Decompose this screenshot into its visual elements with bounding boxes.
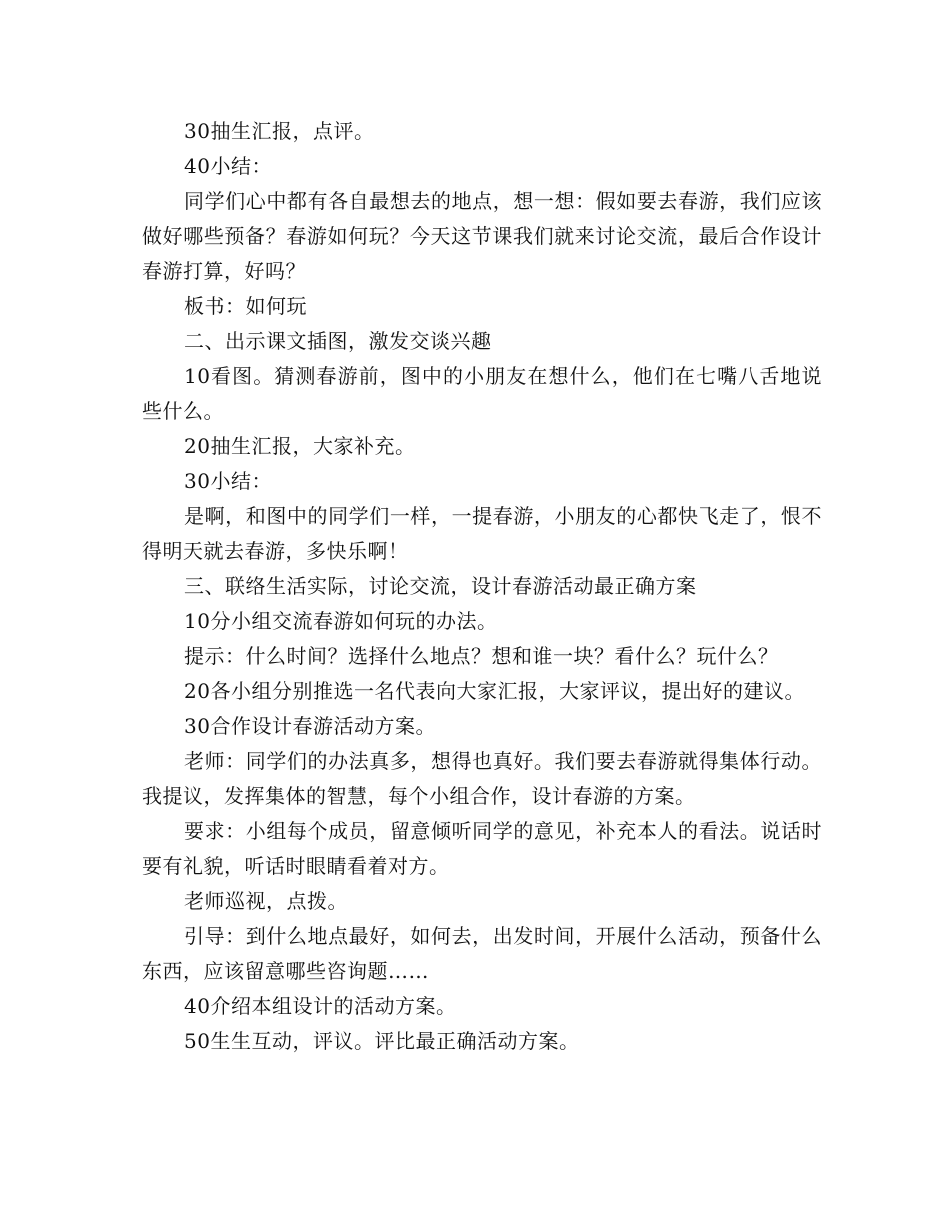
paragraph-report-review: 30抽生汇报，点评。 xyxy=(184,119,375,143)
paragraph-hints: 提示：什么时间？选择什么地点？想和谁一块？看什么？玩什么？ xyxy=(184,644,779,668)
paragraph-spring-outing-question: 同学们心中都有各自最想去的地点，想一想：假如要去春游，我们应该做好哪些预备？春游如何玩？今天这节课我们就来讨论交流，最后合作设计春游打算，好吗？ xyxy=(142,189,822,283)
document-body xyxy=(142,114,822,1059)
paragraph-cooperative-design: 30合作设计春游活动方案。 xyxy=(184,714,436,738)
paragraph-group-representatives: 20各小组分别推选一名代表向大家汇报，大家评议，提出好的建议。 xyxy=(184,679,805,703)
paragraph-requirements: 要求：小组每个成员，留意倾听同学的意见，补充本人的看法。说话时要有礼貌，听话时眼睛看着对方。 xyxy=(142,819,822,878)
paragraph-look-at-picture: 10看图。猜测春游前，图中的小朋友在想什么，他们在七嘴八舌地说些什么。 xyxy=(142,364,822,423)
section-heading-three: 三、联络生活实际，讨论交流，设计春游活动最正确方案 xyxy=(184,574,697,598)
section-heading-two: 二、出示课文插图，激发交谈兴趣 xyxy=(184,329,492,353)
paragraph-summary-text: 是啊，和图中的同学们一样，一提春游，小朋友的心都快飞走了，恨不得明天就去春游，多快乐啊！ xyxy=(142,504,822,563)
paragraph-summary-heading: 40小结： xyxy=(184,154,272,178)
paragraph-guidance: 引导：到什么地点最好，如何去，出发时间，开展什么活动，预备什么东西，应该留意哪些咨询题…… xyxy=(142,924,822,983)
paragraph-introduce-plan: 40介绍本组设计的活动方案。 xyxy=(184,994,457,1018)
paragraph-peer-evaluation: 50生生互动，评议。评比最正确活动方案。 xyxy=(184,1029,580,1053)
paragraph-blackboard-writing: 板书：如何玩 xyxy=(184,294,307,318)
paragraph-report-supplement: 20抽生汇报，大家补充。 xyxy=(184,434,416,458)
paragraph-teacher-patrol: 老师巡视，点拨。 xyxy=(184,889,348,913)
paragraph-summary-heading-2: 30小结： xyxy=(184,469,272,493)
paragraph-teacher-remarks: 老师：同学们的办法真多，想得也真好。我们要去春游就得集体行动。我提议，发挥集体的智慧，每个小组合作，设计春游的方案。 xyxy=(142,749,822,808)
paragraph-group-exchange: 10分小组交流春游如何玩的办法。 xyxy=(184,609,498,633)
